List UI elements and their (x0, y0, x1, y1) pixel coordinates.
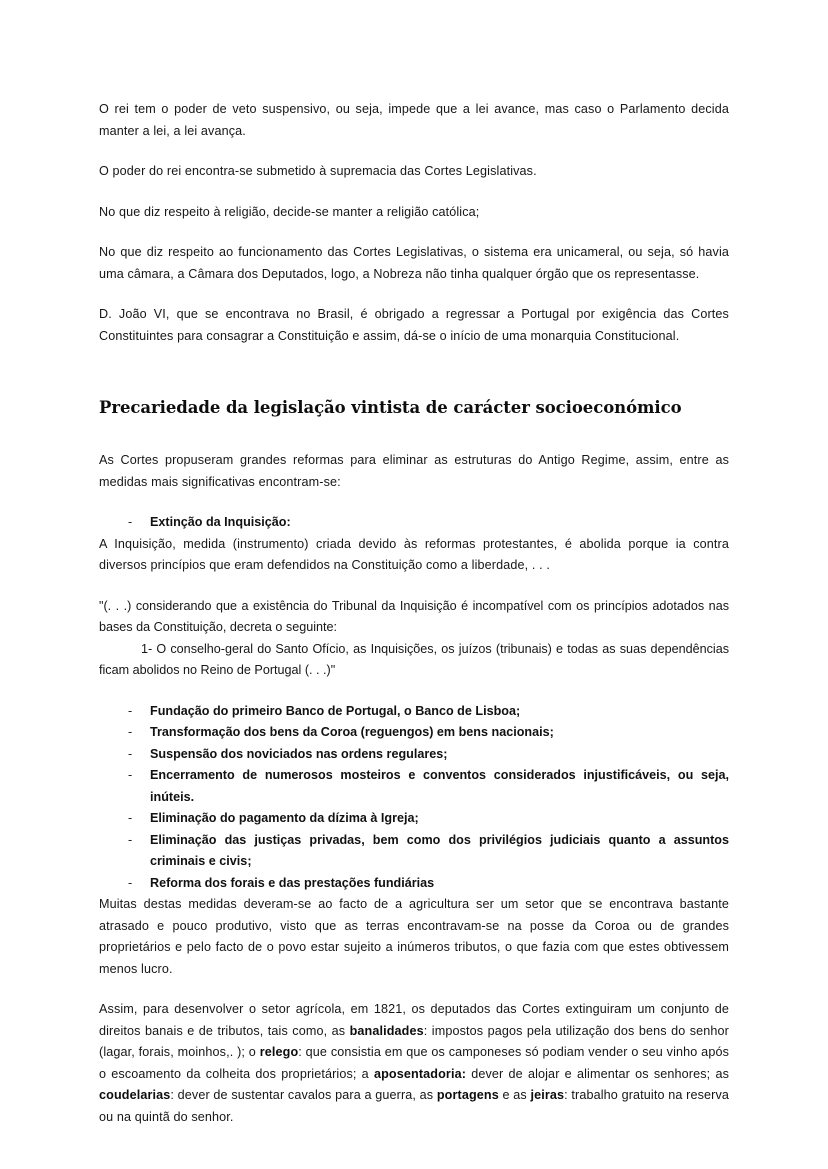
list-item-label: Encerramento de numerosos mosteiros e conventos considerados injustificáveis, ou seja, inúteis. (150, 768, 729, 804)
list-item (99, 830, 729, 873)
dash-bullet-icon: - (128, 515, 133, 529)
quote-line-1: "(. . .) considerando que a existência do Tribunal da Inquisição é incompatível com os princípios adotados nas bases da Constituição, decreta o seguinte: (99, 598, 729, 634)
text-segment: Assim, para desenvolver o setor agrícola, em 1821, os deputados das Cortes extinguiram um conjunto de direitos banais e de tributos, tais como, as (99, 1002, 729, 1038)
term-jeiras: jeiras (530, 1088, 565, 1102)
list-item-label: Eliminação das justiças privadas, bem como dos privilégios judiciais quanto a assuntos criminais e civis; (150, 832, 729, 868)
list-item (99, 873, 729, 895)
term-coudelarias: coudelarias (99, 1088, 171, 1102)
term-banalidades: banalidades (349, 1023, 424, 1038)
paragraph-joao-vi: D. João VI, que se encontrava no Brasil, é obrigado a regressar a Portugal por exigência das Cortes Constituintes para consagrar a Constituição e assim, dá-se o início de uma monarquia Constitucional. (99, 307, 729, 343)
dash-bullet-icon: - (128, 703, 133, 718)
term-relego: relego (259, 1045, 299, 1059)
list-item (99, 765, 729, 808)
text-segment: : que consistia em que os camponeses só podiam vender o seu vinho após o escoamento da colheita dos proprietários; a (99, 1045, 729, 1081)
list-item (99, 722, 729, 744)
dash-bullet-icon: - (128, 811, 133, 825)
text-segment: : impostos pagos pela utilização dos bens do senhor (lagar, forais, moinhos,. ); o (99, 1023, 729, 1059)
paragraph-king-power: O poder do rei encontra-se submetido à supremacia das Cortes Legislativas. (99, 164, 537, 178)
paragraph-veto-power: O rei tem o poder de veto suspensivo, ou seja, impede que a lei avance, mas caso o Parlamento decida manter a lei, a lei avança. (99, 102, 729, 138)
list-item-label: Transformação dos bens da Coroa (reguengos) em bens nacionais; (150, 725, 554, 739)
text-segment: : dever de sustentar cavalos para a guerra, as (170, 1088, 437, 1102)
term-aposentadoria: aposentadoria: (373, 1066, 467, 1081)
list-item-label: Reforma dos forais e das prestações fundiárias (150, 875, 435, 890)
list-item-label: Eliminação do pagamento da dízima à Igreja; (150, 811, 419, 825)
text-segment: e as (498, 1088, 531, 1102)
paragraph-feudal-rights (99, 999, 729, 1128)
dash-bullet-icon: - (128, 725, 133, 739)
list-first-measure (99, 512, 729, 534)
paragraph-reform-intro: As Cortes propuseram grandes reformas para eliminar as estruturas do Antigo Regime, assim, entre as medidas mais significativas encontram-se: (99, 453, 729, 489)
paragraph-agriculture: Muitas destas medidas deveram-se ao facto de a agricultura ser um setor que se encontrava bastante atrasado e pouco produtivo, visto que as terras encontravam-se na posse da Coroa ou de grandes proprietários e pelo facto de o povo estar sujeito a inúmeros tributos, o que fazia com que estes obtivessem menos lucro. (99, 897, 729, 976)
dash-bullet-icon: - (128, 746, 133, 761)
paragraph-inquisition: A Inquisição, medida (instrumento) criada devido às reformas protestantes, é abolida porque ia contra diversos princípios que eram defendidos na Constituição como a liberdade, . . . (99, 536, 729, 572)
quote-line-2: 1- O conselho-geral do Santo Ofício, as Inquisições, os juízos (tribunais) e todas as suas dependências ficam abolidos no Reino de Portugal (. . .)" (99, 641, 729, 677)
dash-bullet-icon: - (128, 832, 133, 847)
list-item-label: Fundação do primeiro Banco de Portugal, o Banco de Lisboa; (150, 703, 521, 718)
list-item (99, 744, 729, 766)
list-item (99, 512, 729, 534)
dash-bullet-icon: - (128, 768, 133, 782)
list-item (99, 808, 729, 830)
dash-bullet-icon: - (128, 875, 133, 890)
list-item-label: Extinção da Inquisição: (150, 515, 291, 529)
paragraph-religion: No que diz respeito à religião, decide-se manter a religião católica; (99, 204, 480, 219)
document-content (99, 99, 729, 1128)
paragraph-unicameral: No que diz respeito ao funcionamento das Cortes Legislativas, o sistema era unicameral, ou seja, só havia uma câmara, a Câmara dos Deputados, logo, a Nobreza não tinha qualquer órgão que os representasse. (99, 245, 729, 281)
list-item (99, 701, 729, 723)
blockquote-decree (99, 596, 729, 682)
page-title: Precariedade da legislação vintista de carácter socioeconómico (99, 398, 682, 417)
list-measures (99, 701, 729, 895)
text-segment: : trabalho gratuito na reserva ou na quintã do senhor. (99, 1088, 730, 1124)
list-item-label: Suspensão dos noviciados nas ordens regulares; (150, 746, 448, 761)
term-portagens: portagens (436, 1088, 499, 1102)
text-segment: dever de alojar e alimentar os senhores; as (466, 1066, 729, 1081)
